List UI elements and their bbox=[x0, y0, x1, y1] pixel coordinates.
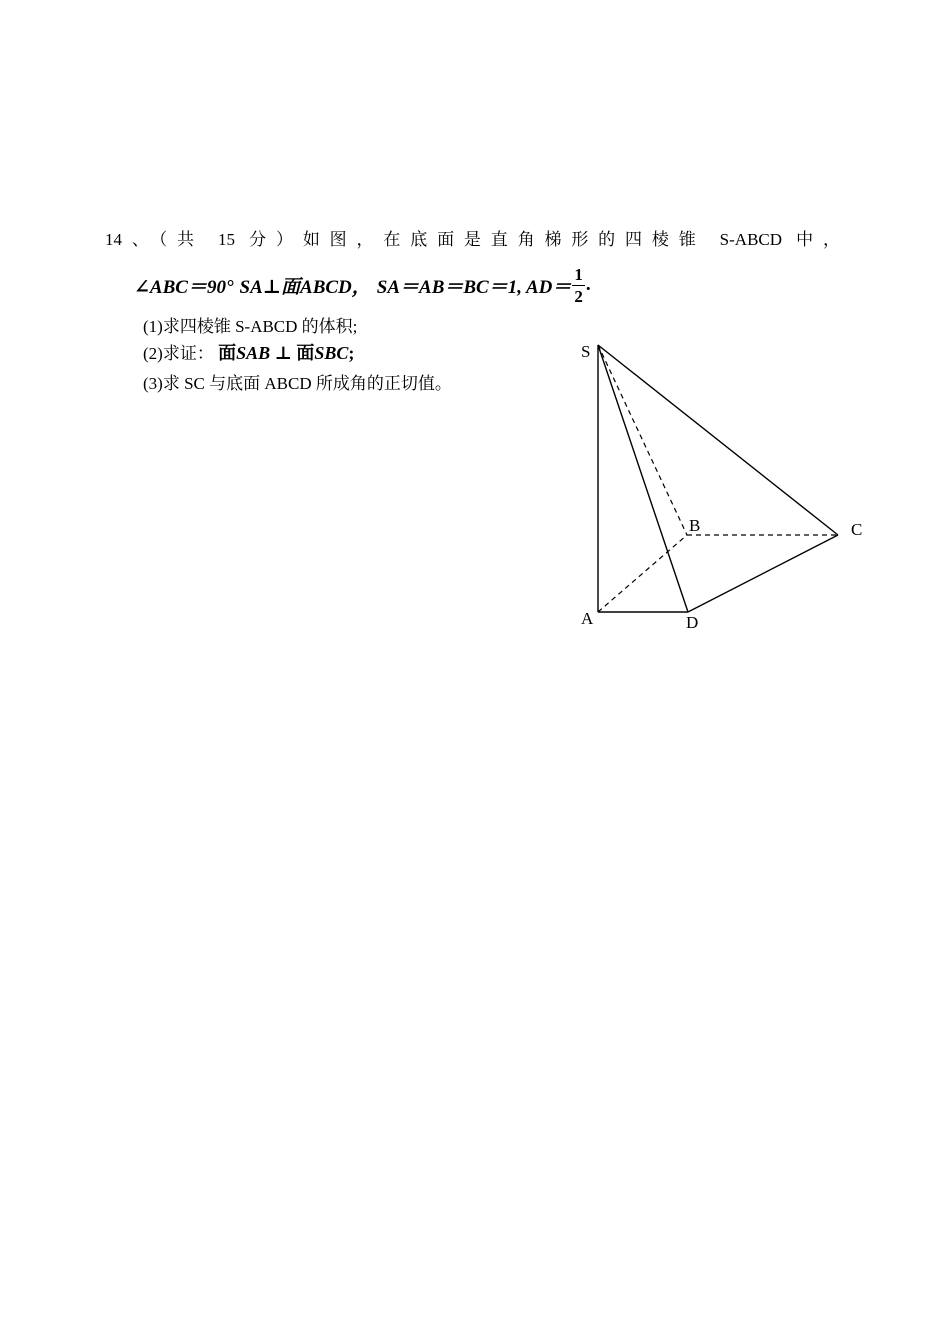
question-header bbox=[105, 228, 840, 252]
part-3: (3)求 SC 与底面 ABCD 所成角的正切值。 bbox=[143, 374, 452, 393]
edge-sd bbox=[598, 345, 688, 612]
condition-end: . bbox=[585, 274, 591, 295]
fraction-denominator: 2 bbox=[574, 286, 583, 306]
plane-sab: SAB bbox=[236, 343, 271, 363]
part-2-math bbox=[218, 343, 354, 363]
label-c: C bbox=[851, 520, 863, 539]
question-condition bbox=[134, 260, 591, 310]
face-word: 面 bbox=[296, 343, 315, 363]
question-number: 14、 bbox=[105, 230, 159, 249]
label-a: A bbox=[581, 609, 594, 628]
part-2-label: (2)求证： bbox=[143, 344, 214, 363]
edge-dc bbox=[688, 535, 838, 612]
condition-angle: ∠ABC＝90° bbox=[134, 276, 234, 298]
fraction-one-half bbox=[572, 266, 585, 305]
part-1: (1)求四棱锥 S-ABCD 的体积; bbox=[143, 317, 358, 336]
condition-perp: SA⊥面ABCD， bbox=[239, 276, 371, 298]
edge-sc bbox=[598, 345, 838, 535]
label-b: B bbox=[689, 516, 701, 535]
label-d: D bbox=[686, 613, 699, 632]
condition-equal: SA＝AB＝BC＝1, bbox=[376, 276, 522, 298]
condition-ad: AD＝ bbox=[525, 276, 572, 298]
edge-ab-hidden bbox=[598, 535, 687, 612]
plane-sbc: SBC bbox=[314, 343, 349, 363]
label-s: S bbox=[581, 342, 591, 361]
face-word: 面 bbox=[218, 343, 237, 363]
math-semicolon: ; bbox=[348, 343, 355, 363]
pyramid-figure bbox=[570, 330, 880, 640]
fraction-numerator: 1 bbox=[574, 264, 583, 284]
perp-symbol: ⊥ bbox=[270, 343, 297, 363]
edge-sb-hidden bbox=[598, 345, 687, 535]
question-score: （共 15 分） bbox=[158, 230, 303, 249]
question-intro: 如图，在底面是直角梯形的四棱锥 S-ABCD 中， bbox=[302, 230, 840, 249]
part-2 bbox=[143, 342, 354, 365]
